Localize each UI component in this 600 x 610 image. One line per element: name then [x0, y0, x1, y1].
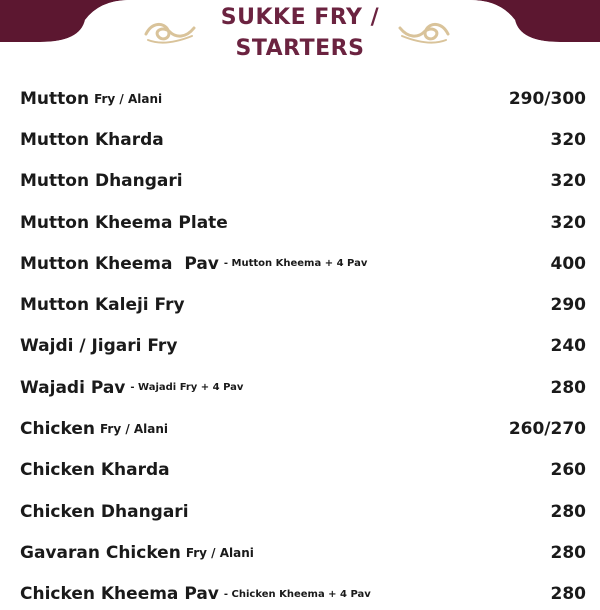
item-name: Mutton Dhangari — [20, 171, 183, 192]
item-price: 280 — [550, 584, 586, 605]
item-note: - Mutton Kheema + 4 Pav — [223, 258, 368, 270]
menu-item — [0, 491, 600, 532]
item-price: 260 — [550, 460, 586, 481]
item-price: 320 — [550, 171, 586, 192]
item-price: 280 — [550, 377, 586, 398]
item-name: Chicken Kheema Pav — [20, 584, 219, 605]
menu-item — [0, 119, 600, 160]
menu-item — [0, 367, 600, 408]
item-note: Fry / Alani — [185, 545, 254, 560]
item-price: 240 — [550, 336, 586, 357]
menu-item — [0, 408, 600, 449]
item-price: 280 — [550, 542, 586, 563]
item-note: - Chicken Kheema + 4 Pav — [223, 588, 371, 600]
item-note: Fry / Alani — [99, 422, 169, 437]
item-name: Mutton Kheema Pav — [20, 253, 219, 274]
item-name: Mutton Kharda — [20, 129, 164, 150]
menu-item — [0, 284, 600, 325]
item-note: - Wajadi Fry + 4 Pav — [130, 382, 244, 394]
item-name: Wajdi / Jigari Fry — [20, 336, 178, 357]
item-price: 280 — [550, 501, 586, 522]
menu-item — [0, 532, 600, 573]
title-line-1: SUKKE FRY / — [220, 5, 380, 30]
menu-item — [0, 161, 600, 202]
item-price: 290/300 — [508, 88, 586, 109]
menu-item — [0, 450, 600, 491]
menu-item — [0, 78, 600, 119]
item-name: Mutton Kaleji Fry — [20, 295, 185, 316]
menu-item — [0, 243, 600, 284]
item-name: Chicken Kharda — [20, 460, 170, 481]
item-price: 290 — [550, 295, 586, 316]
item-note: Fry / Alani — [94, 91, 163, 106]
item-price: 320 — [550, 212, 586, 233]
item-name: Gavaran Chicken — [20, 542, 181, 563]
item-name: Chicken Dhangari — [20, 501, 189, 522]
item-name: Mutton Kheema Plate — [20, 212, 228, 233]
menu-list — [0, 78, 600, 610]
item-name: Wajadi Pav — [20, 377, 126, 398]
title-line-2: STARTERS — [235, 36, 365, 61]
item-name: Mutton — [20, 88, 90, 109]
menu-item — [0, 326, 600, 367]
item-price: 260/270 — [508, 419, 586, 440]
menu-item — [0, 202, 600, 243]
menu-item — [0, 574, 600, 610]
page-title — [0, 2, 600, 64]
item-price: 320 — [550, 129, 586, 150]
item-name: Chicken — [20, 419, 95, 440]
item-price: 400 — [550, 253, 586, 274]
